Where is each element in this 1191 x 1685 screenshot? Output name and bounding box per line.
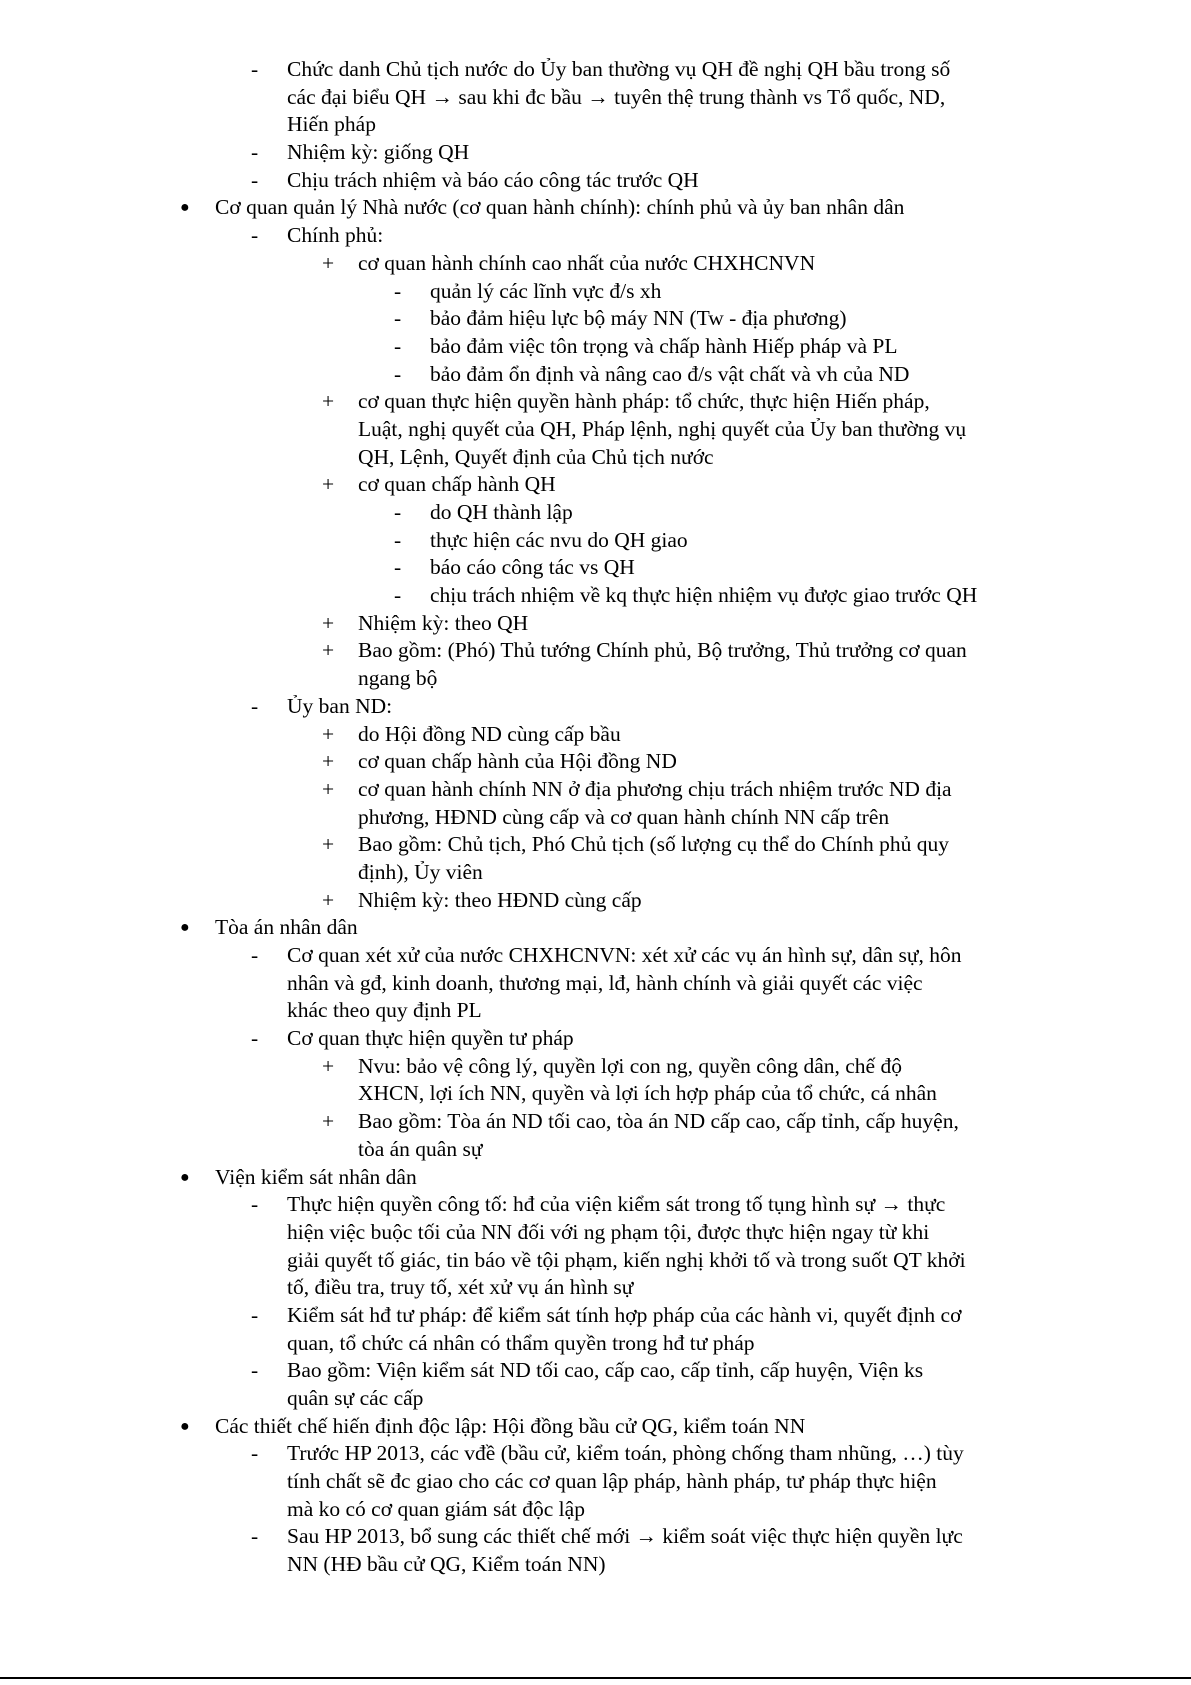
text-line bbox=[0, 804, 1191, 832]
line-text: định), Ủy viên bbox=[358, 859, 483, 884]
line-text: QH, Lệnh, Quyết định của Chủ tịch nước bbox=[358, 444, 714, 469]
text-line bbox=[0, 250, 1191, 278]
text-line bbox=[0, 1191, 1191, 1219]
text-line bbox=[0, 859, 1191, 887]
line-text: Ủy ban ND: bbox=[287, 693, 393, 718]
text-line bbox=[0, 56, 1191, 84]
text-line bbox=[0, 1440, 1191, 1468]
line-text: hiện việc buộc tối của NN đối với ng phạm tội, được thực hiện ngay từ khi bbox=[287, 1219, 930, 1244]
line-text: Chức danh Chủ tịch nước do Ủy ban thường vụ QH đề nghị QH bầu trong số bbox=[287, 57, 951, 81]
page-bottom-rule bbox=[0, 1677, 1191, 1679]
list-marker: - bbox=[251, 167, 259, 192]
line-text: Thực hiện quyền công tố: hđ của viện kiểm sát trong tố tụng hình sự → thực bbox=[287, 1192, 946, 1217]
list-marker: + bbox=[322, 1053, 335, 1078]
text-line bbox=[0, 1025, 1191, 1053]
line-text: khác theo quy định PL bbox=[287, 998, 482, 1023]
list-marker: - bbox=[251, 1441, 259, 1466]
line-text: giải quyết tố giác, tin báo về tội phạm, kiến nghị khởi tố và trong suốt QT khởi bbox=[287, 1247, 966, 1272]
list-marker: - bbox=[394, 306, 402, 331]
line-text: Nhiệm kỳ: giống QH bbox=[287, 140, 470, 165]
list-marker: - bbox=[394, 333, 402, 358]
list-marker: - bbox=[251, 57, 259, 81]
line-text: phương, HĐND cùng cấp và cơ quan hành chính NN cấp trên bbox=[358, 804, 890, 829]
list-marker: - bbox=[251, 1524, 259, 1549]
text-line bbox=[0, 748, 1191, 776]
text-line bbox=[0, 167, 1191, 195]
list-marker: - bbox=[251, 1358, 259, 1383]
text-line bbox=[0, 776, 1191, 804]
list-marker: + bbox=[322, 250, 335, 275]
line-text: tính chất sẽ đc giao cho các cơ quan lập pháp, hành pháp, tư pháp thực hiện bbox=[287, 1469, 937, 1494]
list-marker: - bbox=[251, 693, 259, 718]
line-text: Viện kiểm sát nhân dân bbox=[215, 1164, 417, 1189]
line-text: Chịu trách nhiệm và báo cáo công tác trước QH bbox=[287, 167, 699, 192]
line-text: Chính phủ: bbox=[287, 223, 384, 248]
line-text: cơ quan chấp hành của Hội đồng ND bbox=[358, 749, 677, 774]
line-text: quan, tổ chức cá nhân có thẩm quyền trong hđ tư pháp bbox=[287, 1330, 755, 1355]
text-line bbox=[0, 305, 1191, 333]
text-line bbox=[0, 1247, 1191, 1275]
list-marker: - bbox=[394, 278, 402, 303]
text-line bbox=[0, 139, 1191, 167]
text-line bbox=[0, 610, 1191, 638]
list-marker: + bbox=[322, 832, 335, 857]
line-text: do QH thành lập bbox=[430, 500, 573, 524]
line-text: Cơ quan quản lý Nhà nước (cơ quan hành chính): chính phủ và ủy ban nhân dân bbox=[215, 195, 905, 220]
line-text: mà ko có cơ quan giám sát độc lập bbox=[287, 1496, 585, 1521]
line-text: Cơ quan thực hiện quyền tư pháp bbox=[287, 1026, 574, 1051]
text-line bbox=[0, 1108, 1191, 1136]
line-text: chịu trách nhiệm về kq thực hiện nhiệm vụ được giao trước QH bbox=[430, 583, 978, 608]
text-line bbox=[0, 693, 1191, 721]
bullet-marker: ● bbox=[180, 1168, 190, 1186]
list-marker: - bbox=[251, 223, 259, 248]
line-text: XHCN, lợi ích NN, quyền và lợi ích hợp pháp của tổ chức, cá nhân bbox=[358, 1081, 937, 1106]
text-line bbox=[0, 1219, 1191, 1247]
text-line bbox=[0, 471, 1191, 499]
bullet-marker: ● bbox=[180, 1417, 190, 1435]
text-line bbox=[0, 914, 1191, 942]
line-text: NN (HĐ bầu cử QG, Kiểm toán NN) bbox=[287, 1552, 606, 1577]
line-text: Nvu: bảo vệ công lý, quyền lợi con ng, quyền công dân, chế độ bbox=[358, 1053, 902, 1078]
text-line bbox=[0, 1136, 1191, 1164]
list-marker: - bbox=[251, 140, 259, 165]
list-marker: - bbox=[251, 1192, 259, 1217]
list-marker: - bbox=[251, 1302, 259, 1327]
line-text: Bao gồm: Viện kiểm sát ND tối cao, cấp cao, cấp tỉnh, cấp huyện, Viện ks bbox=[287, 1358, 924, 1383]
line-text: báo cáo công tác vs QH bbox=[430, 555, 635, 580]
line-text: Kiểm sát hđ tư pháp: để kiểm sát tính hợp pháp của các hành vi, quyết định cơ bbox=[287, 1302, 962, 1327]
list-marker: + bbox=[322, 776, 335, 801]
line-text: Tòa án nhân dân bbox=[215, 915, 358, 940]
line-text: Hiến pháp bbox=[287, 112, 376, 137]
text-line bbox=[0, 84, 1191, 112]
line-text: bảo đảm việc tôn trọng và chấp hành Hiếp pháp và PL bbox=[430, 333, 898, 358]
line-text: Sau HP 2013, bổ sung các thiết chế mới → kiểm soát việc thực hiện quyền lực bbox=[287, 1524, 963, 1549]
line-text: quân sự các cấp bbox=[287, 1386, 424, 1410]
list-marker: + bbox=[322, 721, 335, 746]
text-line bbox=[0, 444, 1191, 472]
list-marker: + bbox=[322, 472, 335, 497]
list-marker: - bbox=[394, 555, 402, 580]
text-line bbox=[0, 1080, 1191, 1108]
text-line bbox=[0, 416, 1191, 444]
line-text: cơ quan hành chính cao nhất của nước CHXHCNVN bbox=[358, 250, 816, 275]
line-text: quản lý các lĩnh vực đ/s xh bbox=[430, 278, 662, 303]
text-line bbox=[0, 111, 1191, 139]
text-line bbox=[0, 1357, 1191, 1385]
list-marker: + bbox=[322, 610, 335, 635]
text-line bbox=[0, 970, 1191, 998]
line-text: nhân và gđ, kinh doanh, thương mại, lđ, hành chính và giải quyết các việc bbox=[287, 970, 923, 995]
line-text: tòa án quân sự bbox=[358, 1136, 483, 1161]
text-line bbox=[0, 194, 1191, 222]
line-text: cơ quan hành chính NN ở địa phương chịu trách nhiệm trước ND địa bbox=[358, 776, 952, 801]
text-line bbox=[0, 1053, 1191, 1081]
text-line bbox=[0, 333, 1191, 361]
line-text: Bao gồm: Tòa án ND tối cao, tòa án ND cấp cao, cấp tỉnh, cấp huyện, bbox=[358, 1109, 959, 1134]
text-line bbox=[0, 361, 1191, 389]
line-text: bảo đảm ổn định và nâng cao đ/s vật chất và vh của ND bbox=[430, 361, 910, 386]
list-marker: - bbox=[394, 583, 402, 608]
list-marker: - bbox=[251, 943, 259, 967]
text-line bbox=[0, 1523, 1191, 1551]
text-line bbox=[0, 1413, 1191, 1441]
text-line bbox=[0, 554, 1191, 582]
text-line bbox=[0, 1274, 1191, 1302]
list-marker: - bbox=[394, 500, 402, 524]
text-line bbox=[0, 388, 1191, 416]
list-marker: - bbox=[394, 361, 402, 386]
line-text: bảo đảm hiệu lực bộ máy NN (Tw - địa phương) bbox=[430, 306, 847, 331]
text-line bbox=[0, 1385, 1191, 1413]
text-line bbox=[0, 1468, 1191, 1496]
list-marker: + bbox=[322, 887, 335, 912]
line-text: Các thiết chế hiến định độc lập: Hội đồng bầu cử QG, kiểm toán NN bbox=[215, 1413, 806, 1438]
line-text: Nhiệm kỳ: theo QH bbox=[358, 610, 529, 635]
text-line bbox=[0, 527, 1191, 555]
line-text: Cơ quan xét xử của nước CHXHCNVN: xét xử các vụ án hình sự, dân sự, hôn bbox=[287, 943, 962, 967]
text-line bbox=[0, 637, 1191, 665]
text-line bbox=[0, 582, 1191, 610]
line-text: thực hiện các nvu do QH giao bbox=[430, 527, 688, 552]
text-line bbox=[0, 887, 1191, 915]
text-line bbox=[0, 665, 1191, 693]
list-marker: + bbox=[322, 389, 335, 414]
text-line bbox=[0, 499, 1191, 527]
line-text: ngang bộ bbox=[358, 666, 438, 691]
text-line bbox=[0, 1330, 1191, 1358]
line-text: cơ quan chấp hành QH bbox=[358, 472, 556, 497]
text-line bbox=[0, 222, 1191, 250]
line-text: cơ quan thực hiện quyền hành pháp: tổ chức, thực hiện Hiến pháp, bbox=[358, 389, 930, 414]
list-marker: + bbox=[322, 749, 335, 774]
list-marker: + bbox=[322, 1109, 335, 1134]
line-text: Bao gồm: (Phó) Thủ tướng Chính phủ, Bộ trưởng, Thủ trưởng cơ quan bbox=[358, 638, 967, 663]
list-marker: + bbox=[322, 638, 335, 663]
line-text: Luật, nghị quyết của QH, Pháp lệnh, nghị quyết của Ủy ban thường vụ bbox=[358, 416, 967, 441]
text-line bbox=[0, 1496, 1191, 1524]
line-text: Trước HP 2013, các vđề (bầu cử, kiểm toán, phòng chống tham nhũng, …) tùy bbox=[287, 1441, 964, 1466]
line-text: tố, điều tra, truy tố, xét xử vụ án hình sự bbox=[287, 1275, 634, 1300]
document-page bbox=[0, 56, 1191, 1579]
text-line bbox=[0, 1302, 1191, 1330]
line-text: Nhiệm kỳ: theo HĐND cùng cấp bbox=[358, 887, 642, 912]
text-line bbox=[0, 721, 1191, 749]
text-line bbox=[0, 1551, 1191, 1579]
bullet-marker: ● bbox=[180, 199, 190, 217]
line-text: các đại biểu QH → sau khi đc bầu → tuyên thệ trung thành vs Tổ quốc, ND, bbox=[287, 84, 946, 109]
text-line bbox=[0, 831, 1191, 859]
text-line bbox=[0, 942, 1191, 970]
text-line bbox=[0, 1164, 1191, 1192]
bullet-marker: ● bbox=[180, 919, 190, 937]
line-text: do Hội đồng ND cùng cấp bầu bbox=[358, 721, 621, 746]
list-marker: - bbox=[394, 527, 402, 552]
text-line bbox=[0, 278, 1191, 306]
line-text: Bao gồm: Chủ tịch, Phó Chủ tịch (số lượng cụ thể do Chính phủ quy bbox=[358, 832, 949, 857]
list-marker: - bbox=[251, 1026, 259, 1051]
text-line bbox=[0, 997, 1191, 1025]
